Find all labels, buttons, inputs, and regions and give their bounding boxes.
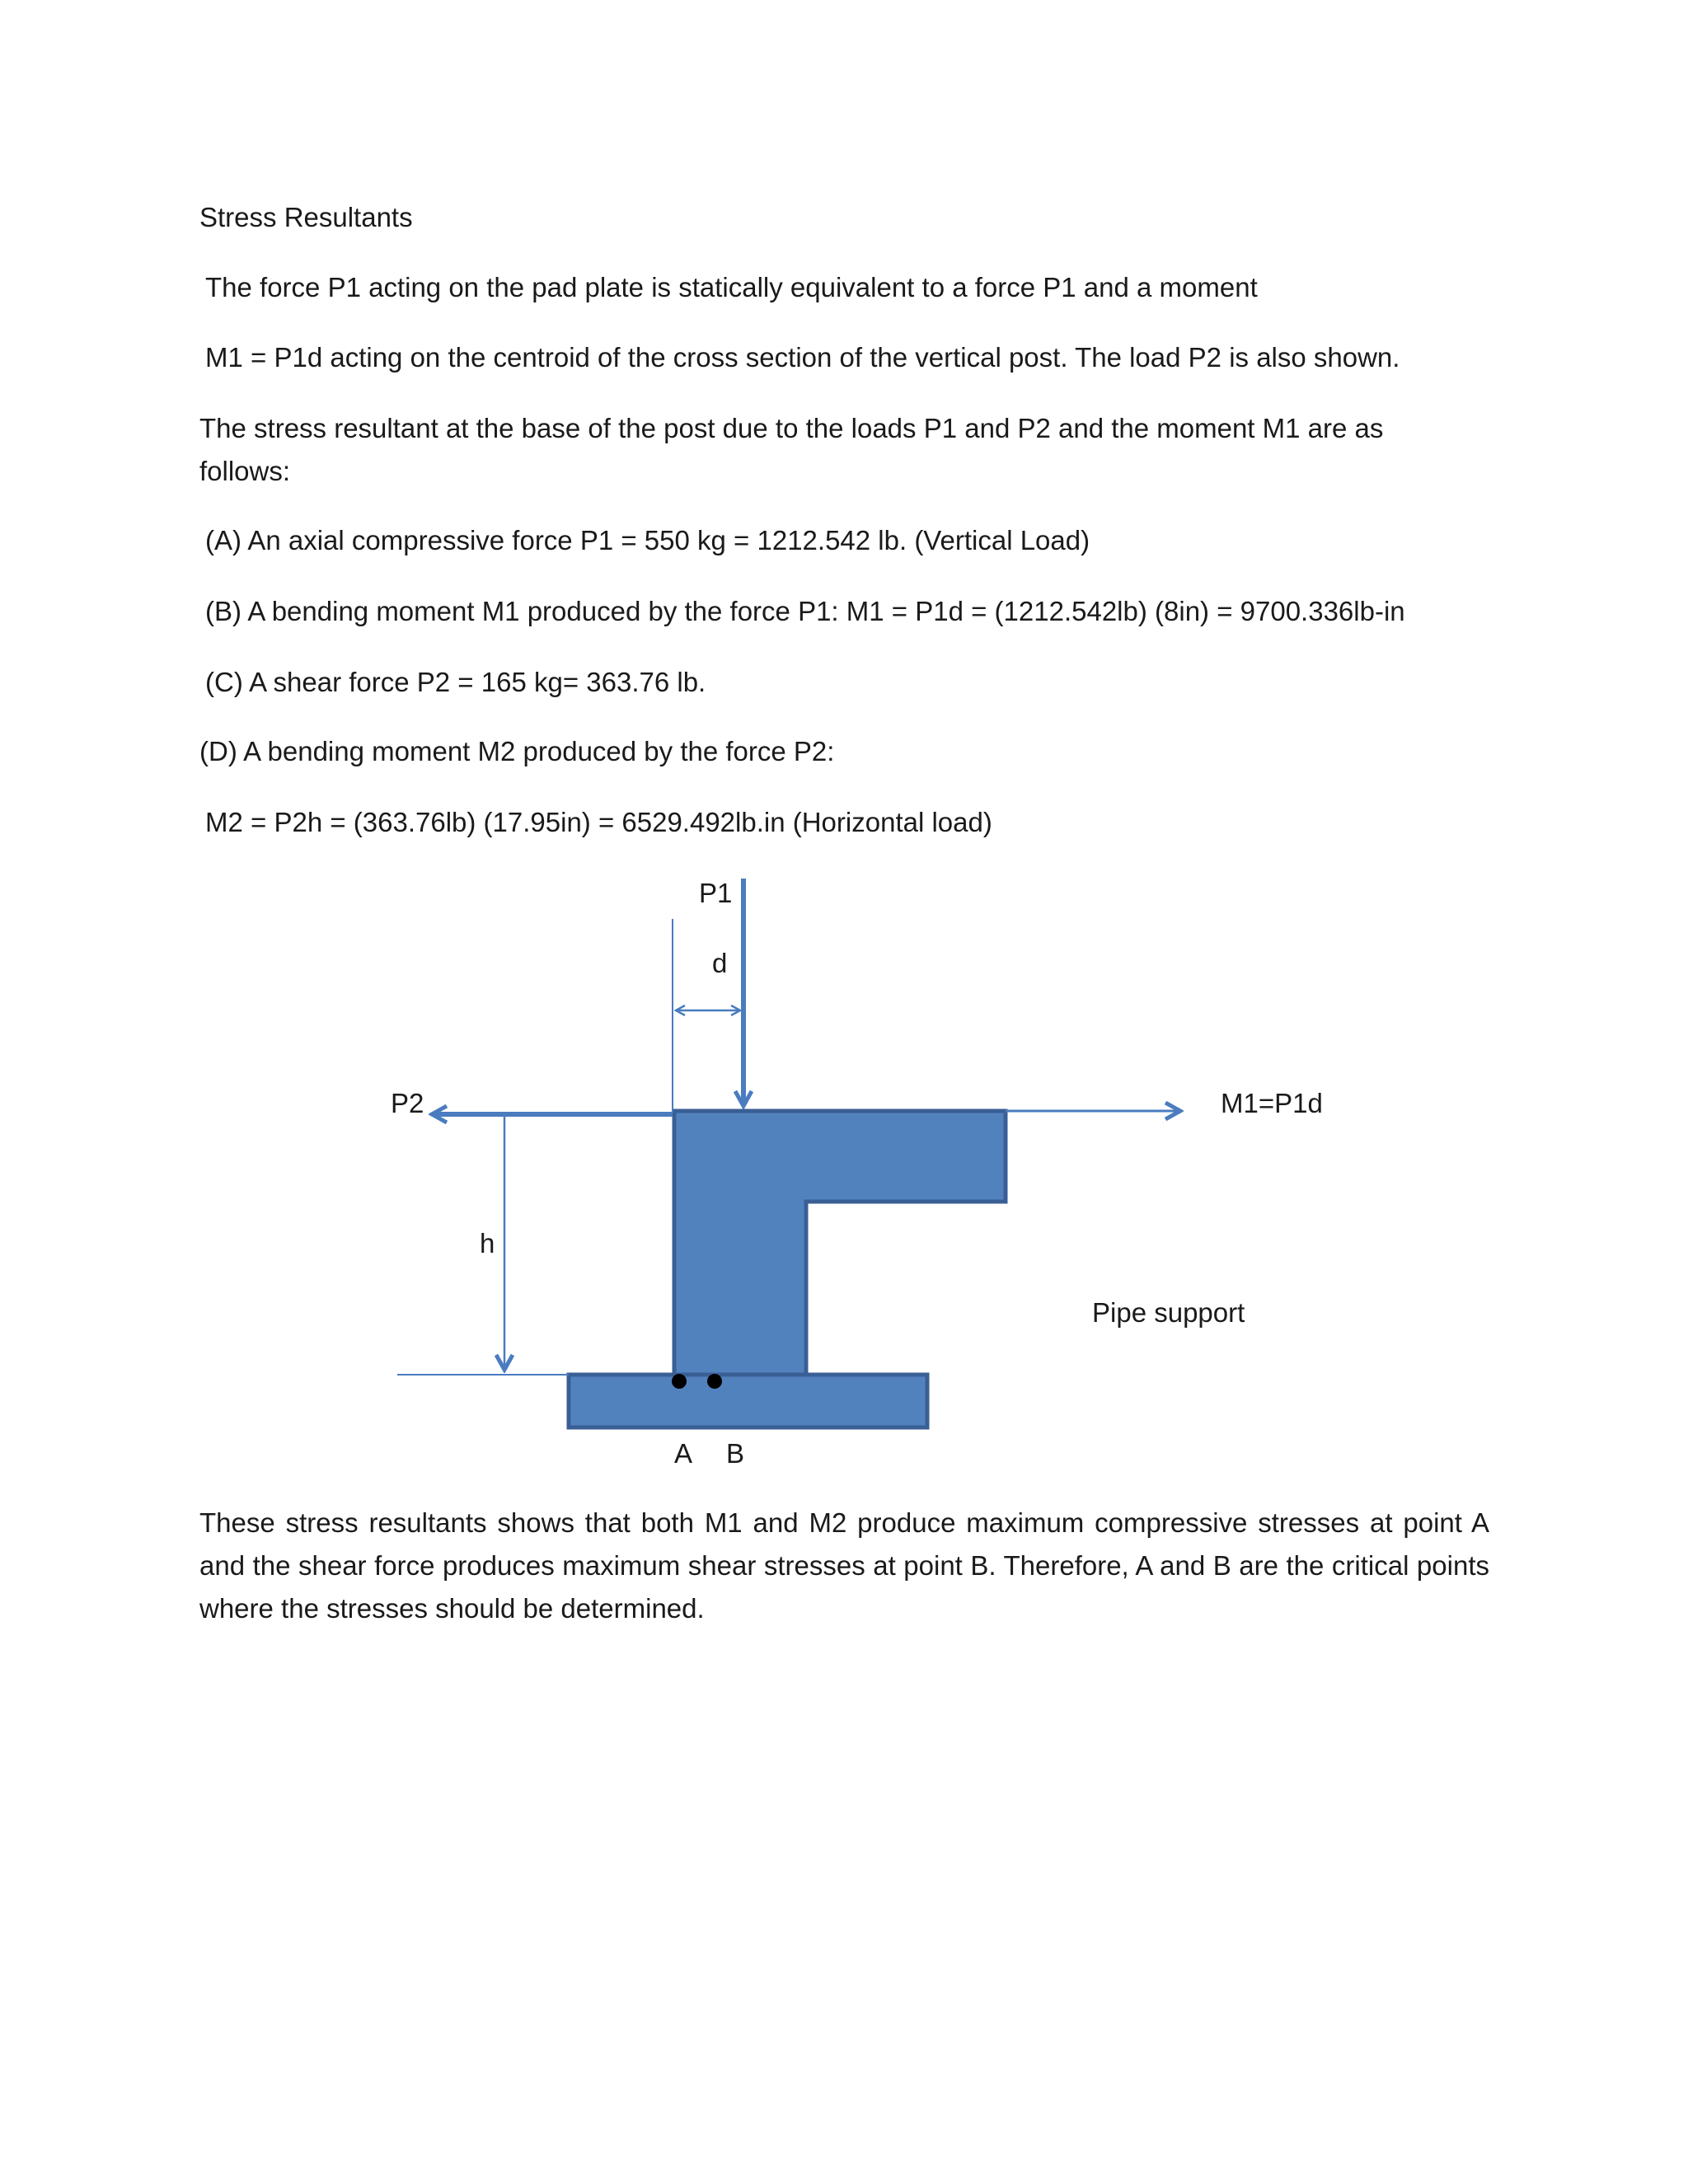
base-plate [569,1375,927,1427]
intro-line-1: The force P1 acting on the pad plate is statically equivalent to a force P1 and a moment [205,272,1258,302]
label-a: A [674,1438,693,1469]
item-b: (B) A bending moment M1 produced by the force P1: M1 = P1d = (1212.542lb) (8in) = 9700.336lb-in [205,596,1405,626]
resultant-intro: The stress resultant at the base of the post due to the loads P1 and P2 and the moment M1 are as follows: [199,413,1384,486]
point-b-dot [707,1374,722,1389]
point-a-dot [672,1374,687,1389]
label-pipe-support: Pipe support [1092,1297,1245,1328]
item-a: (A) An axial compressive force P1 = 550 kg = 1212.542 lb. (Vertical Load) [205,525,1090,555]
post-shape [674,1111,1006,1375]
intro-line-2: M1 = P1d acting on the centroid of the cross section of the vertical post. The load P2 is also shown. [205,342,1400,373]
label-m1: M1=P1d [1221,1088,1323,1118]
label-p2: P2 [391,1088,424,1118]
label-p1: P1 [699,878,733,908]
conclusion-paragraph: These stress resultants shows that both M1 and M2 produce maximum compressive stresses at point A and the shear force produces maximum shear stresses at point B. Therefore, A and B are the critical points where the stresses should be determined. [199,1507,1489,1624]
label-h: h [480,1228,495,1258]
label-d: d [712,948,728,978]
item-d: (D) A bending moment M2 produced by the force P2: [199,736,835,766]
item-d-formula: M2 = P2h = (363.76lb) (17.95in) = 6529.492lb.in (Horizontal load) [205,807,992,837]
label-b: B [726,1438,745,1469]
item-c: (C) A shear force P2 = 165 kg= 363.76 lb. [205,667,706,697]
section-heading: Stress Resultants [199,202,413,232]
